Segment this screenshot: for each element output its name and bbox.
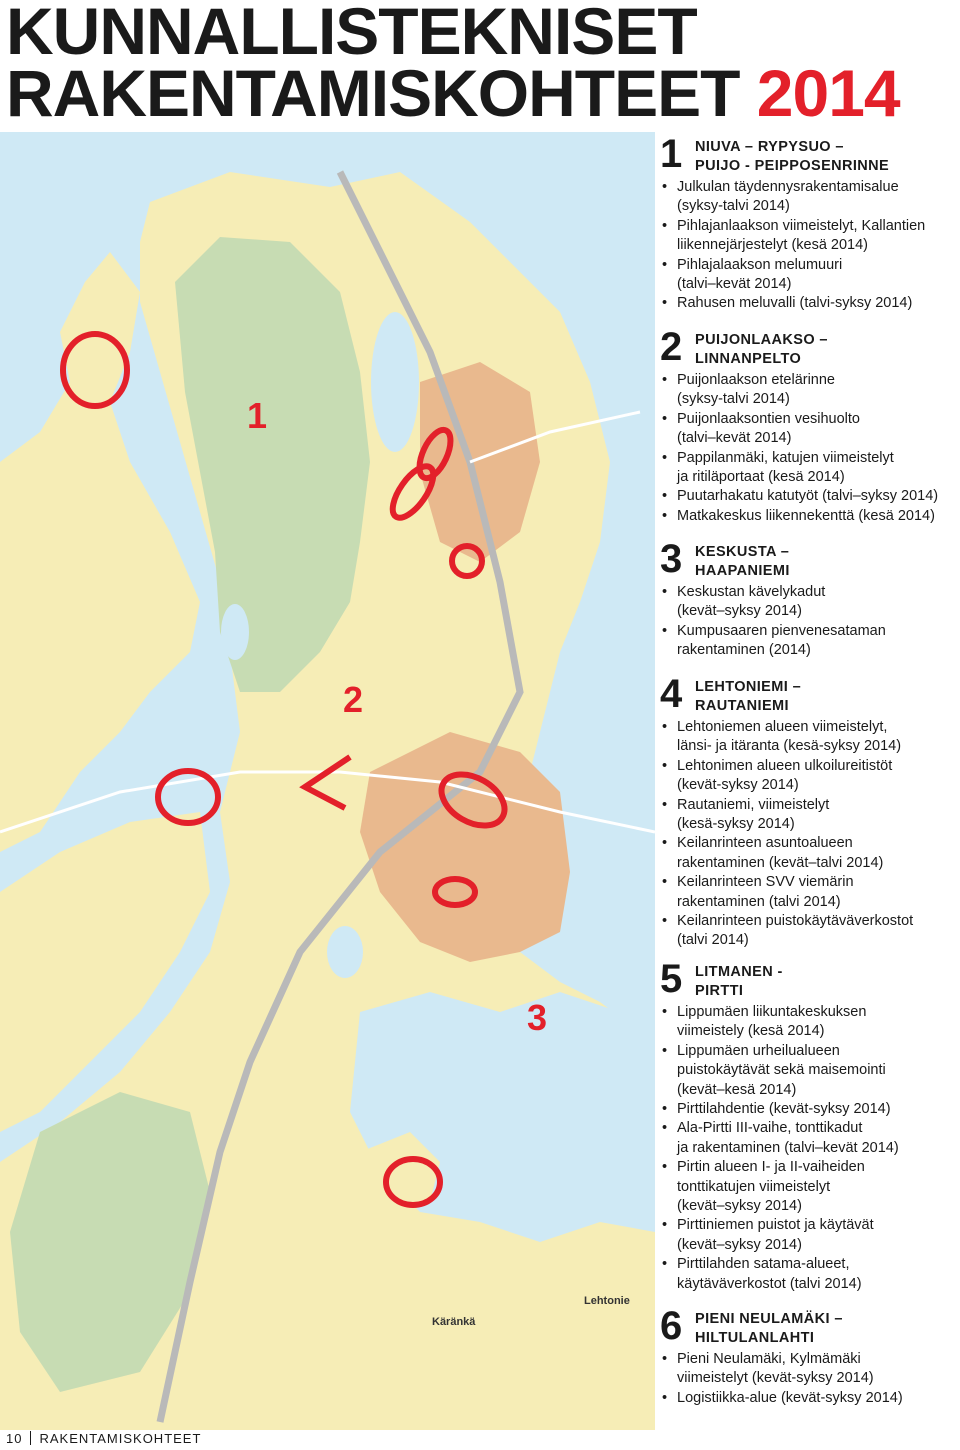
list-item xyxy=(660,1158,899,1216)
item-line: • Lehtoniemen alueen viimeistelyt, xyxy=(677,719,888,735)
item-line: • Pappilanmäki, katujen viimeistelyt xyxy=(677,449,894,466)
section-items xyxy=(660,1350,903,1408)
list-item xyxy=(660,834,913,873)
section-number: 2 xyxy=(660,325,683,369)
section-heading-line: LEHTONIEMI – xyxy=(695,679,802,695)
list-item xyxy=(660,256,925,295)
section-heading xyxy=(695,543,886,581)
section-heading xyxy=(695,963,899,1001)
page-number: 10 xyxy=(6,1431,23,1446)
item-line: • Keilanrinteen asuntoalueen xyxy=(677,835,853,852)
list-item xyxy=(660,178,925,217)
item-line: (kesä-syksy 2014) xyxy=(677,816,795,833)
section-number: 1 xyxy=(660,132,683,176)
list-item xyxy=(660,796,913,835)
section-items xyxy=(660,718,913,951)
item-line: ja ritiläportaat (kesä 2014) xyxy=(677,469,845,486)
list-item xyxy=(660,1255,899,1294)
section-heading-line: LITMANEN - xyxy=(695,964,783,980)
list-item xyxy=(660,583,886,622)
section-heading-line: PIENI NEULAMÄKI – xyxy=(695,1311,843,1327)
section-heading xyxy=(695,331,938,369)
item-line: • Pihlajanlaakson viimeistelyt, Kallantien xyxy=(677,217,926,234)
item-line: • Ala-Pirtti III-vaihe, tonttikadut xyxy=(677,1120,863,1137)
item-line: viimeistelyt (kevät-syksy 2014) xyxy=(677,1370,874,1387)
item-line: (kevät–kesä 2014) xyxy=(677,1081,797,1098)
list-item xyxy=(660,873,913,912)
item-line: (talvi–kevät 2014) xyxy=(677,430,792,447)
section-heading-line: PIRTTI xyxy=(695,983,744,999)
list-item xyxy=(660,1003,899,1042)
item-line: • Logistiikka-alue (kevät-syksy 2014) xyxy=(677,1389,903,1406)
item-line: • Pirttiniemen puistot ja käytävät xyxy=(677,1217,874,1234)
item-line: • Keilanrinteen SVV viemärin xyxy=(677,874,854,891)
section-heading-line: NIUVA – RYPYSUO – xyxy=(695,139,844,155)
map-label-2: 2 xyxy=(343,679,364,720)
footer-section-name: RAKENTAMISKOHTEET xyxy=(39,1431,202,1446)
item-line: • Lippumäen liikuntakeskuksen xyxy=(677,1004,867,1020)
section-2 xyxy=(660,325,939,526)
item-line: (talvi–kevät 2014) xyxy=(677,276,792,293)
section-heading-line: LINNANPELTO xyxy=(695,351,802,367)
section-heading xyxy=(695,1310,903,1348)
item-line: • Puijonlaakson etelärinne xyxy=(677,372,835,388)
map-label-karanka: Käränkä xyxy=(432,1316,476,1328)
item-line: • Julkulan täydennysrakentamisalue xyxy=(677,179,899,195)
item-line: ja rakentaminen (talvi–kevät 2014) xyxy=(677,1139,899,1156)
item-line: (syksy-talvi 2014) xyxy=(677,198,790,215)
section-heading-line: KESKUSTA – xyxy=(695,544,790,560)
section-heading xyxy=(695,138,925,176)
map-lake-small xyxy=(221,604,249,660)
list-item xyxy=(660,449,938,488)
item-line: • Pihlajalaakson melumuuri xyxy=(677,256,843,273)
item-line: viimeistely (kesä 2014) xyxy=(677,1023,825,1040)
item-line: käytäväverkostot (talvi 2014) xyxy=(677,1275,862,1292)
list-item xyxy=(660,1100,899,1119)
section-1 xyxy=(660,132,926,314)
map-lake-center xyxy=(327,926,363,978)
item-line: • Rahusen meluvalli (talvi-syksy 2014) xyxy=(677,295,913,312)
list-item xyxy=(660,1389,903,1408)
map-label-1: 1 xyxy=(247,395,268,436)
item-line: (syksy-talvi 2014) xyxy=(677,391,790,408)
page-footer xyxy=(6,1431,201,1446)
section-4 xyxy=(660,672,914,951)
item-line: (talvi 2014) xyxy=(677,932,749,949)
list-item xyxy=(660,1119,899,1158)
item-line: liikennejärjestelyt (kesä 2014) xyxy=(677,237,869,254)
list-item xyxy=(660,1216,899,1255)
section-3 xyxy=(660,537,886,661)
item-line: • Pirttilahdentie (kevät-syksy 2014) xyxy=(677,1101,891,1118)
item-line: • Puutarhakatu katutyöt (talvi–syksy 2014) xyxy=(677,488,939,505)
map-label-3: 3 xyxy=(527,997,548,1038)
page-title xyxy=(6,0,900,130)
section-number: 4 xyxy=(660,672,683,716)
item-line: • Pirtin alueen I- ja II-vaiheiden xyxy=(677,1159,865,1176)
item-line: • Kumpusaaren pienvenesataman xyxy=(677,622,886,639)
item-line: (kevät–syksy 2014) xyxy=(677,1236,802,1253)
item-line: (kevät–syksy 2014) xyxy=(677,1198,802,1215)
section-items xyxy=(660,371,938,526)
item-line: • Matkakeskus liikennekenttä (kesä 2014) xyxy=(677,507,935,524)
item-line: • Puijonlaaksontien vesihuolto xyxy=(677,410,860,427)
list-item xyxy=(660,487,938,506)
list-item xyxy=(660,622,886,661)
item-line: rakentaminen (talvi 2014) xyxy=(677,893,841,910)
list-item xyxy=(660,507,938,526)
list-item xyxy=(660,1042,899,1100)
section-heading-line: PUIJONLAAKSO – xyxy=(695,332,828,348)
section-5 xyxy=(660,957,899,1294)
item-line: rakentaminen (kevät–talvi 2014) xyxy=(677,854,884,871)
item-line: • Pirttilahden satama-alueet, xyxy=(677,1256,850,1273)
section-heading-line: PUIJO - PEIPPOSENRINNE xyxy=(695,158,890,174)
item-line: (kevät–syksy 2014) xyxy=(677,603,802,620)
map-svg xyxy=(0,132,655,1430)
list-item xyxy=(660,1350,903,1389)
section-heading-line: RAUTANIEMI xyxy=(695,698,789,714)
item-line: rakentaminen (2014) xyxy=(677,642,811,659)
section-heading-line: HILTULANLAHTI xyxy=(695,1330,815,1346)
title-year: 2014 xyxy=(756,56,900,130)
section-heading-line: HAAPANIEMI xyxy=(695,563,790,579)
section-number: 6 xyxy=(660,1304,683,1348)
item-line: • Lippumäen urheilualueen xyxy=(677,1042,840,1059)
section-items xyxy=(660,583,886,661)
item-line: • Keilanrinteen puistokäytäväverkostot xyxy=(677,913,914,930)
title-line-1: KUNNALLISTEKNISET xyxy=(6,0,697,68)
item-line: länsi- ja itäranta (kesä-syksy 2014) xyxy=(677,738,902,755)
map-label-lehtoniemi: Lehtonie xyxy=(584,1295,630,1307)
list-item xyxy=(660,718,913,757)
section-items xyxy=(660,178,925,314)
item-line: puistokäytävät sekä maisemointi xyxy=(677,1062,886,1079)
list-item xyxy=(660,912,913,951)
city-map xyxy=(0,132,655,1430)
item-line: tonttikatujen viimeistelyt xyxy=(677,1178,831,1195)
section-number: 5 xyxy=(660,957,683,1001)
list-item xyxy=(660,371,938,410)
item-line: • Keskustan kävelykadut xyxy=(677,584,826,600)
section-number: 3 xyxy=(660,537,683,581)
list-item xyxy=(660,294,925,313)
list-item xyxy=(660,217,925,256)
section-heading xyxy=(695,678,913,716)
title-line-2-text: RAKENTAMISKOHTEET xyxy=(6,56,740,130)
list-item xyxy=(660,410,938,449)
item-line: • Pieni Neulamäki, Kylmämäki xyxy=(677,1351,861,1367)
item-line: (kevät-syksy 2014) xyxy=(677,777,799,794)
item-line: • Lehtonimen alueen ulkoilureitistöt xyxy=(677,757,893,774)
title-line-2 xyxy=(6,56,900,130)
map-lake-north xyxy=(371,312,419,452)
footer-divider xyxy=(30,1431,31,1445)
item-line: • Rautaniemi, viimeistelyt xyxy=(677,796,830,813)
list-item xyxy=(660,757,913,796)
section-items xyxy=(660,1003,899,1294)
section-6 xyxy=(660,1304,903,1408)
